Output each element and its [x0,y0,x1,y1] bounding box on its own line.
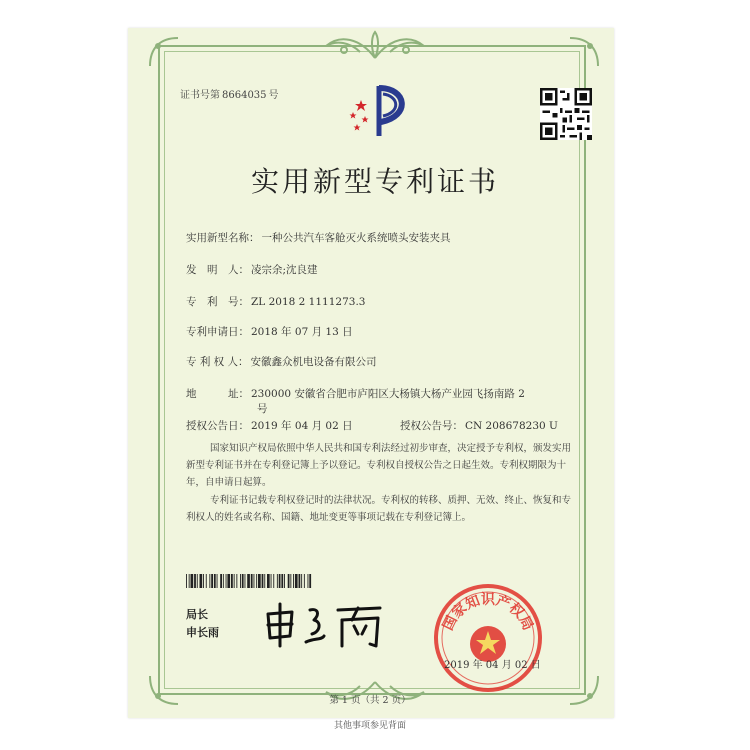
paragraph-grant-statement: 国家知识产权局依照中华人民共和国专利法经过初步审查，决定授予专利权，颁发实用新型专利证书并在专利登记簿上予以登记。专利权自授权公告之日起生效。专利权期限为十年，自申请日起算。 [186,443,572,488]
field-patent-number [186,294,365,309]
field-application-date [186,324,353,339]
corner-ornament-top-left-icon [146,34,182,70]
field-grant-publication-number [400,418,558,433]
field-address [186,386,525,401]
field-value: 凌宗余;沈良建 [251,264,318,276]
field-value: 2019 年 04 月 02 日 [251,420,353,432]
field-patentee [186,354,377,369]
field-label: 发 明 人： [186,264,249,276]
page-number: 第 1 页（共 2 页） [329,695,411,706]
field-value: 安徽鑫众机电设备有限公司 [250,356,377,368]
field-value: CN 208678230 U [465,420,558,432]
field-label: 地 址： [186,388,249,400]
signatory-role: 局长 [186,608,208,621]
corner-ornament-top-right-icon [566,34,602,70]
seal-text: 国家知识产权局 [440,592,536,634]
field-address-continued: 号 [257,403,268,415]
field-utility-model-name [186,230,451,245]
top-ornament-icon [320,28,430,64]
certificate-number-label: 证书号第 [180,90,220,101]
corner-ornament-bottom-left-icon [146,672,182,708]
paragraph-legal-status: 专利证书记载专利权登记时的法律状况。专利权的转移、质押、无效、终止、恢复和专利权人的姓名或名称、国籍、地址变更等事项记载在专利登记簿上。 [186,495,572,523]
field-label: 授权公告号： [400,420,463,432]
field-value: ZL 2018 2 1111273.3 [251,296,366,308]
field-grant-date [186,418,353,433]
field-label: 专利申请日： [186,326,249,338]
field-inventors [186,262,318,277]
official-seal-icon [428,578,548,698]
field-label: 专 利 权 人： [186,356,249,368]
corner-ornament-bottom-right-icon [566,672,602,708]
field-label: 实用新型名称： [186,232,260,244]
field-label: 专 利 号： [186,296,249,308]
cnipa-logo-icon [345,80,415,142]
field-value: 一种公共汽车客舱灭火系统喷头安装夹具 [261,232,451,244]
back-note: 其他事项参见背面 [333,721,406,731]
certificate-number-suffix: 号 [268,90,279,101]
signatory-name: 申长雨 [186,626,219,639]
handwritten-signature-icon [262,598,392,650]
seal-date: 2019 年 04 月 02 日 [444,660,541,671]
barcode-icon [186,574,312,588]
field-value: 230000 安徽省合肥市庐阳区大杨镇大杨产业园飞扬南路 2 [251,388,525,400]
qr-code-icon [540,88,592,140]
certificate-number [180,86,281,101]
certificate-number-value: 8664035 [222,90,267,101]
field-value: 2018 年 07 月 13 日 [251,326,353,338]
certificate-title: 实用新型专利证书 [250,165,499,198]
field-label: 授权公告日： [186,420,249,432]
